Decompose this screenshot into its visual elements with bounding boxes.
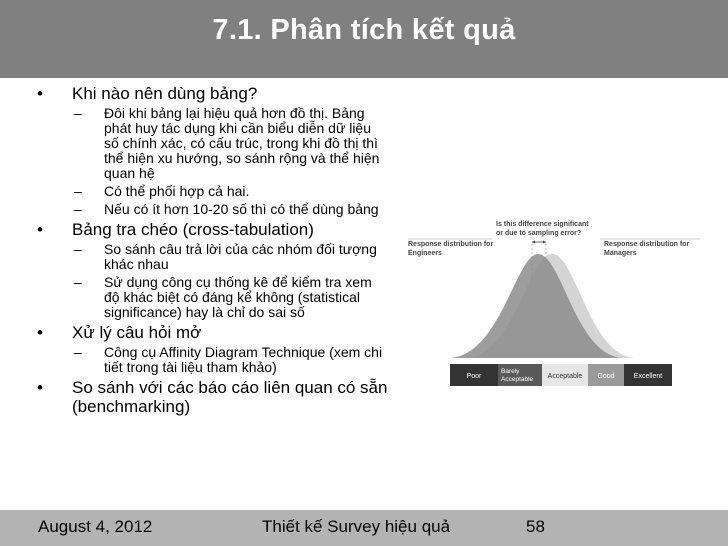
scale-label-poor: Poor [466, 373, 482, 380]
sub-bullet-text: So sánh câu trả lời của các nhóm đối tượng khác nhau [104, 241, 377, 272]
bullet-text: Xử lý câu hỏi mở [72, 323, 202, 342]
bullet-icon: • [37, 220, 43, 239]
scale-label-acceptable: Acceptable [547, 373, 583, 380]
dash-icon: – [74, 105, 82, 121]
bullet-item [0, 220, 400, 239]
sub-bullet-item [0, 242, 400, 272]
distribution-figure [404, 214, 704, 390]
scale-label-good: Good [597, 373, 615, 380]
bullet-icon: • [37, 84, 43, 103]
engineers-label-line2: Engineers [408, 250, 442, 257]
footer-date: August 4, 2012 [38, 517, 153, 536]
sub-bullet-item [0, 275, 400, 320]
sub-list [0, 106, 400, 217]
sub-bullet-item [0, 184, 400, 199]
footer-title: Thiết kế Survey hiệu quả [262, 517, 451, 536]
sub-bullet-text: Sử dụng công cụ thống kê để kiểm tra xem độ khác biệt có đáng kể không (statistical significance) hay là chỉ do sai số [104, 274, 372, 320]
dash-icon: – [74, 183, 82, 199]
dash-icon: – [74, 241, 82, 257]
dash-icon: – [74, 344, 82, 360]
sub-bullet-text: Công cụ Affinity Diagram Technique (xem chi tiết trong tài liệu tham khảo) [104, 344, 383, 375]
rating-scale [450, 364, 672, 386]
bullet-item [0, 323, 400, 342]
sub-bullet-item [0, 202, 400, 217]
question-text-line1: Is this difference significant [496, 221, 589, 228]
sub-bullet-item [0, 345, 400, 375]
bullet-icon: • [37, 378, 43, 397]
managers-label-line1: Response distribution for [604, 241, 690, 248]
sub-bullet-item [0, 106, 400, 181]
bullet-item [0, 84, 400, 103]
scale-label-excellent: Excellent [633, 373, 663, 380]
bullet-text: Khi nào nên dùng bảng? [72, 84, 258, 103]
slide-title: 7.1. Phân tích kết quả [212, 14, 516, 46]
sub-bullet-text: Đôi khi bảng lại hiệu quả hơn đồ thị. Bảng phát huy tác dụng khi cần biểu diễn dữ liệu số chính xác, có cấu trúc, trong khi đồ thị thì thể hiện xu hướng, so sánh rộng và thể hiện quan hệ [104, 105, 380, 181]
sub-bullet-text: Nếu có ít hơn 10-20 số thì có thể dùng bảng [104, 201, 379, 217]
sub-list [0, 242, 400, 320]
scale-label-barely: Barely [501, 368, 520, 375]
bullet-text: Bảng tra chéo (cross-tabulation) [72, 220, 314, 239]
scale-label-acceptable-sub: Acceptable [501, 376, 534, 383]
sub-bullet-text: Có thể phối hợp cả hai. [104, 183, 250, 199]
engineers-label-line1: Response distribution for [408, 241, 494, 248]
dash-icon: – [74, 274, 82, 290]
managers-label-line2: Managers [604, 250, 637, 257]
dash-icon: – [74, 201, 82, 217]
bullet-list [0, 84, 400, 419]
slide-header [0, 0, 728, 78]
bullet-item [0, 378, 400, 416]
bullet-icon: • [37, 323, 43, 342]
slide-footer [0, 510, 728, 546]
bullet-text: So sánh với các báo cáo liên quan có sẵn (benchmarking) [72, 378, 388, 416]
question-text-line2: or due to sampling error? [496, 230, 582, 237]
sub-list [0, 345, 400, 375]
page-number: 58 [526, 517, 545, 536]
